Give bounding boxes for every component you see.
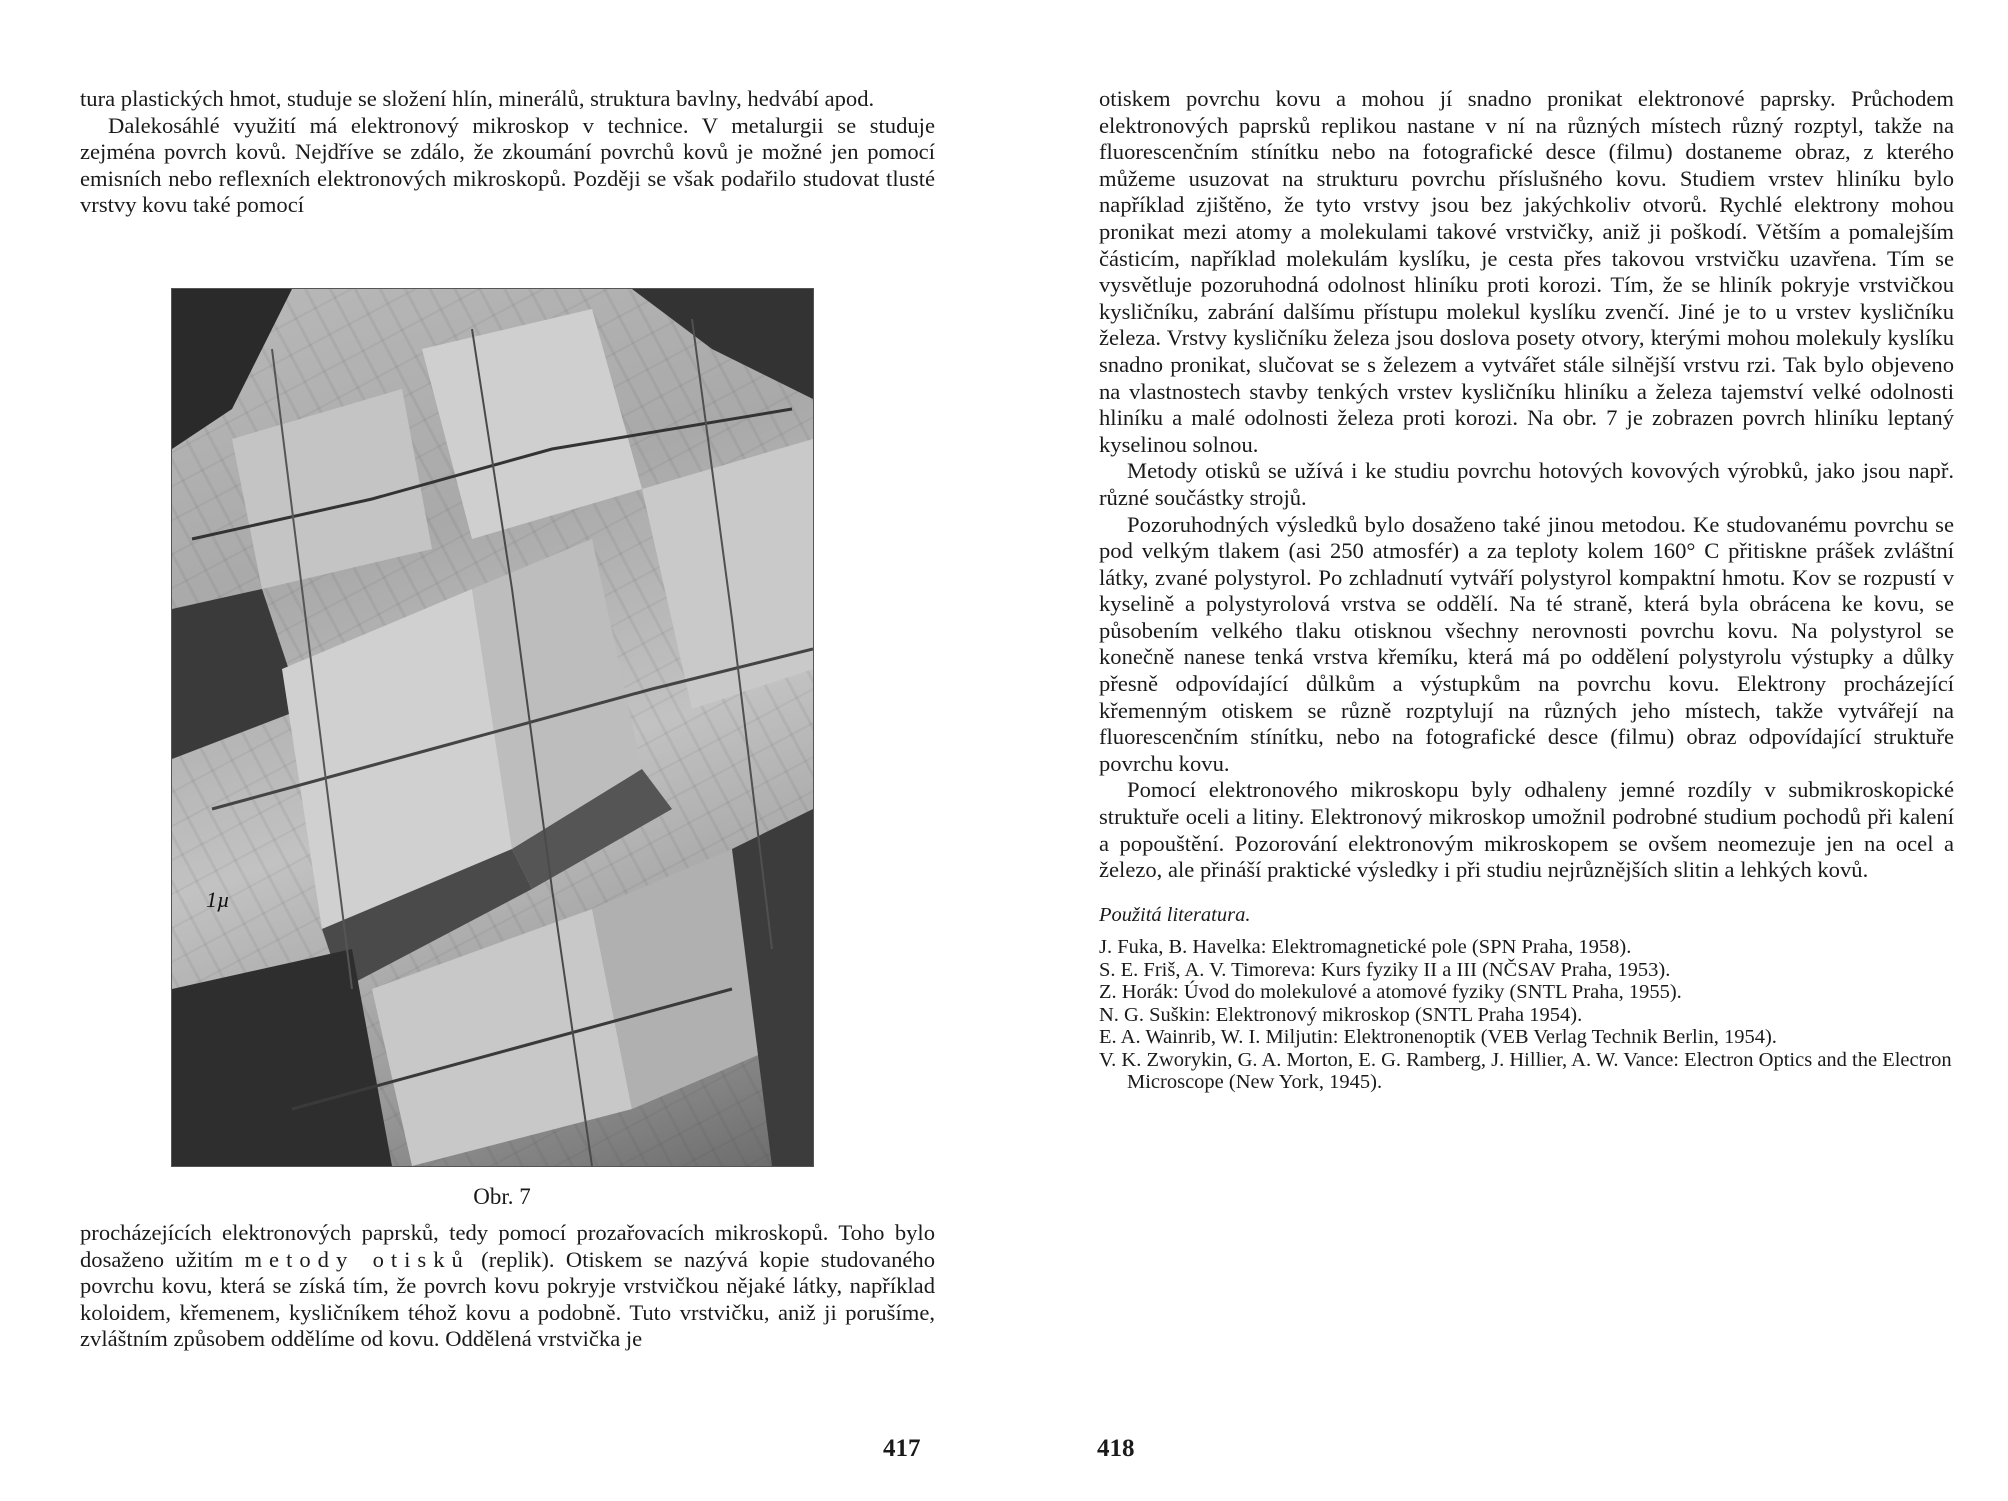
micrograph-figure: [171, 288, 814, 1167]
right-page: [1004, 0, 2008, 1501]
paragraph: tura plastických hmot, studuje se složení hlín, minerálů, struktura bavlny, hedvábí apod.: [80, 86, 875, 111]
left-bottom-text: [80, 1220, 935, 1353]
figure-caption: Obr. 7: [473, 1184, 531, 1209]
reference-item: S. E. Friš, A. V. Timoreva: Kurs fyziky II a III (NČSAV Praha, 1953).: [1099, 958, 1671, 981]
reference-item: N. G. Suškin: Elektronový mikroskop (SNTL Praha 1954).: [1099, 1003, 1583, 1026]
reference-item: Z. Horák: Úvod do molekulové a atomové fyziky (SNTL Praha, 1955).: [1099, 981, 1682, 1004]
left-top-text: [80, 86, 935, 219]
page-number: 418: [1097, 1435, 1135, 1462]
reference-item: V. K. Zworykin, G. A. Morton, E. G. Ramberg, J. Hillier, A. W. Vance: Electron Optics and the Electron Microscope (New York, 1945).: [1099, 1048, 1952, 1094]
page-number: 417: [883, 1435, 921, 1462]
literature-heading: Použitá literatura.: [1099, 903, 1251, 926]
paragraph: Dalekosáhlé využití má elektronový mikroskop v technice. V metalurgii se studuje zejména povrch kovů. Nejdříve se zdálo, že zkoumání povrchů kovů je možné jen pomocí emisních nebo reflexních elektronových mikroskopů. Později se však podařilo studovat tlusté vrstvy kovu také pomocí: [80, 112, 935, 218]
scale-label: 1µ: [206, 887, 230, 912]
paragraph: otiskem povrchu kovu a mohou jí snadno pronikat elektronové paprsky. Průchodem elektronových paprsků replikou nastane v ní na různých místech různý rozptyl, takže na fluorescenčním stínítku nebo na fotografické desce (filmu) dostaneme obraz, z kterého můžeme usuzovat na strukturu povrchu příslušného kovu. Studiem vrstev hliníku bylo například zjištěno, že tyto vrstvy jsou bez jakýchkoliv otvorů. Rychlé elektrony mohou pronikat mezi atomy a molekulami takové vrstvičky, aniž ji poškodí. Větším a pomalejším částicím, například molekulám kyslíku, je cesta přes takovou vrstvičku uzavřena. Tím se vysvětluje pozoruhodná odolnost hliníku proti korozi. Tím, že se hliník pokryje vrstvičkou kysličníku, zabrání dalšímu přístupu molekul kyslíku zvenčí. Jiné je to u vrstev kysličníku železa. Vrstvy kysličníku železa jsou doslova posety otvory, kterými mohou molekuly kyslíku snadno pronikat, slučovat se s železem a vytvářet stále silnější vrstvu rzi. Tak bylo objeveno na vlastnostech stavby tenkých vrstev kysličníku hliníku a železa tajemství velké odolnosti hliníku a malé odolnosti železa proti korozi. Na obr. 7 je zobrazen povrch hliníku leptaný kyselinou solnou.: [1099, 86, 1954, 457]
paragraph: Pomocí elektronového mikroskopu byly odhaleny jemné rozdíly v submikroskopické struktuře oceli a litiny. Elektronový mikroskop umožnil podrobné studium pochodů při kalení a popouštění. Pozorování elektronovým mikroskopem se ovšem neomezuje jen na ocel a železo, ale přináší praktické výsledky i při studiu nejrůznějších slitin a lehkých kovů.: [1099, 777, 1954, 883]
paragraph: Metody otisků se užívá i ke studiu povrchu hotových kovových výrobků, jako jsou např. různé součástky strojů.: [1099, 458, 1954, 510]
reference-item: E. A. Wainrib, W. I. Miljutin: Elektronenoptik (VEB Verlag Technik Berlin, 1954).: [1099, 1026, 1777, 1049]
paragraph: procházejících elektronových paprsků, tedy pomocí prozařovacích mikroskopů. Toho bylo dosaženo užitím metody otisků (replik). Otiskem se nazývá kopie studovaného povrchu kovu, která se získá tím, že povrch kovu pokryje vrstvičkou nějaké látky, například koloidem, křemenem, kysličníkem téhož kovu a podobně. Tuto vrstvičku, aniž ji porušíme, zvláštním způsobem oddělíme od kovu. Oddělená vrstvička je: [80, 1220, 935, 1352]
micrograph-image: [172, 289, 813, 1166]
paragraph: Pozoruhodných výsledků bylo dosaženo také jinou metodou. Ke studovanému povrchu se pod velkým tlakem (asi 250 atmosfér) a za teploty kolem 160° C přitiskne prášek zvláštní látky, zvané polystyrol. Po zchladnutí vytváří polystyrol kompaktní hmotu. Kov se rozpustí v kyselině a polystyrolová vrstva se oddělí. Na té straně, která byla obrácena ke kovu, se působením velkého tlaku otisknou všechny nerovnosti povrchu kovu. Na polystyrol se konečně nanese tenká vrstva křemíku, která má po oddělení polystyrolu výstupky a důlky přesně odpovídající důlkům a výstupkům na povrchu kovu. Elektrony procházející křemenným otiskem se různě rozptylují na různých jeho místech, takže vytvářejí na fluorescenčním stínítku, nebo na fotografické desce (filmu) obraz odpovídající struktuře povrchu kovu.: [1099, 511, 1954, 776]
reference-item: J. Fuka, B. Havelka: Elektromagnetické pole (SPN Praha, 1958).: [1099, 936, 1632, 959]
emphasized-term: metody otisků: [244, 1246, 470, 1272]
right-text: [1099, 86, 1954, 1094]
